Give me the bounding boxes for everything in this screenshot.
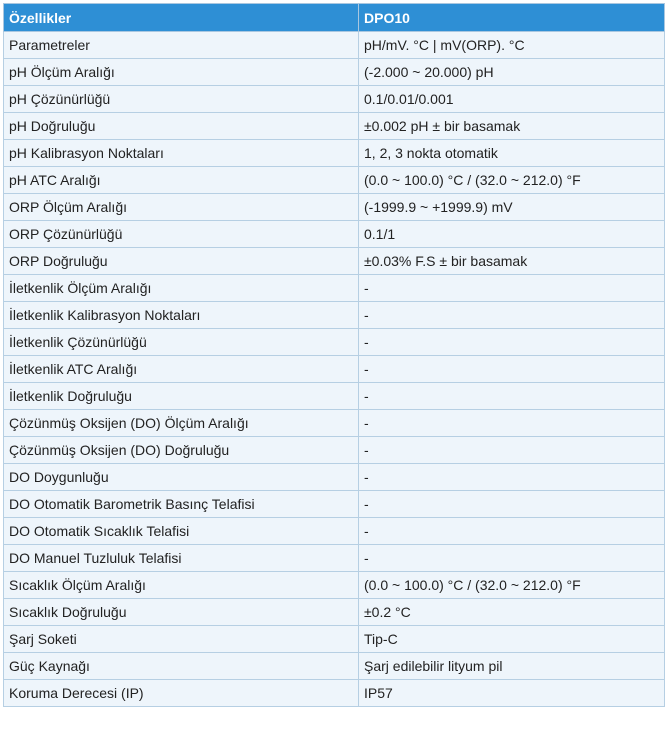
spec-name: ORP Doğruluğu <box>4 248 359 275</box>
spec-value: - <box>359 302 665 329</box>
table-row <box>4 275 665 302</box>
spec-name: pH ATC Aralığı <box>4 167 359 194</box>
table-row <box>4 464 665 491</box>
table-row <box>4 410 665 437</box>
spec-value: ±0.002 pH ± bir basamak <box>359 113 665 140</box>
spec-value: - <box>359 356 665 383</box>
spec-name: İletkenlik Ölçüm Aralığı <box>4 275 359 302</box>
spec-value: - <box>359 329 665 356</box>
table-row <box>4 113 665 140</box>
table-row <box>4 383 665 410</box>
spec-value: IP57 <box>359 680 665 707</box>
table-row <box>4 248 665 275</box>
table-row <box>4 680 665 707</box>
spec-value: (0.0 ~ 100.0) °C / (32.0 ~ 212.0) °F <box>359 167 665 194</box>
spec-name: Çözünmüş Oksijen (DO) Doğruluğu <box>4 437 359 464</box>
spec-name: DO Manuel Tuzluluk Telafisi <box>4 545 359 572</box>
spec-value: pH/mV. °C | mV(ORP). °C <box>359 32 665 59</box>
table-row <box>4 653 665 680</box>
spec-value: 0.1/1 <box>359 221 665 248</box>
spec-value: - <box>359 275 665 302</box>
spec-name: Çözünmüş Oksijen (DO) Ölçüm Aralığı <box>4 410 359 437</box>
table-row <box>4 356 665 383</box>
spec-name: Parametreler <box>4 32 359 59</box>
header-row <box>4 4 665 32</box>
table-row <box>4 167 665 194</box>
spec-name: Sıcaklık Ölçüm Aralığı <box>4 572 359 599</box>
spec-value: - <box>359 491 665 518</box>
table-row <box>4 437 665 464</box>
spec-value: - <box>359 464 665 491</box>
spec-value: - <box>359 518 665 545</box>
table-row <box>4 626 665 653</box>
spec-name: DO Otomatik Sıcaklık Telafisi <box>4 518 359 545</box>
table-row <box>4 329 665 356</box>
spec-name: Şarj Soketi <box>4 626 359 653</box>
table-row <box>4 59 665 86</box>
spec-name: pH Kalibrasyon Noktaları <box>4 140 359 167</box>
spec-value: ±0.2 °C <box>359 599 665 626</box>
spec-name: İletkenlik Çözünürlüğü <box>4 329 359 356</box>
spec-value: - <box>359 437 665 464</box>
table-row <box>4 572 665 599</box>
spec-name: pH Çözünürlüğü <box>4 86 359 113</box>
table-row <box>4 518 665 545</box>
spec-value: 0.1/0.01/0.001 <box>359 86 665 113</box>
spec-value: Şarj edilebilir lityum pil <box>359 653 665 680</box>
spec-name: ORP Ölçüm Aralığı <box>4 194 359 221</box>
spec-name: İletkenlik Kalibrasyon Noktaları <box>4 302 359 329</box>
spec-value: (0.0 ~ 100.0) °C / (32.0 ~ 212.0) °F <box>359 572 665 599</box>
header-model: DPO10 <box>359 4 665 32</box>
spec-value: (-2.000 ~ 20.000) pH <box>359 59 665 86</box>
spec-name: Koruma Derecesi (IP) <box>4 680 359 707</box>
header-features: Özellikler <box>4 4 359 32</box>
table-row <box>4 302 665 329</box>
spec-name: pH Doğruluğu <box>4 113 359 140</box>
table-row <box>4 491 665 518</box>
spec-value: - <box>359 383 665 410</box>
spec-name: DO Otomatik Barometrik Basınç Telafisi <box>4 491 359 518</box>
table-row <box>4 599 665 626</box>
table-row <box>4 32 665 59</box>
table-row <box>4 140 665 167</box>
spec-value: - <box>359 545 665 572</box>
table-row <box>4 545 665 572</box>
spec-name: Sıcaklık Doğruluğu <box>4 599 359 626</box>
spec-name: DO Doygunluğu <box>4 464 359 491</box>
table-row <box>4 86 665 113</box>
spec-name: Güç Kaynağı <box>4 653 359 680</box>
spec-value: - <box>359 410 665 437</box>
spec-value: Tip-C <box>359 626 665 653</box>
spec-value: 1, 2, 3 nokta otomatik <box>359 140 665 167</box>
spec-name: ORP Çözünürlüğü <box>4 221 359 248</box>
table-row <box>4 221 665 248</box>
spec-value: ±0.03% F.S ± bir basamak <box>359 248 665 275</box>
spec-name: İletkenlik ATC Aralığı <box>4 356 359 383</box>
spec-value: (-1999.9 ~ +1999.9) mV <box>359 194 665 221</box>
spec-name: pH Ölçüm Aralığı <box>4 59 359 86</box>
spec-table <box>3 3 665 707</box>
table-row <box>4 194 665 221</box>
spec-name: İletkenlik Doğruluğu <box>4 383 359 410</box>
